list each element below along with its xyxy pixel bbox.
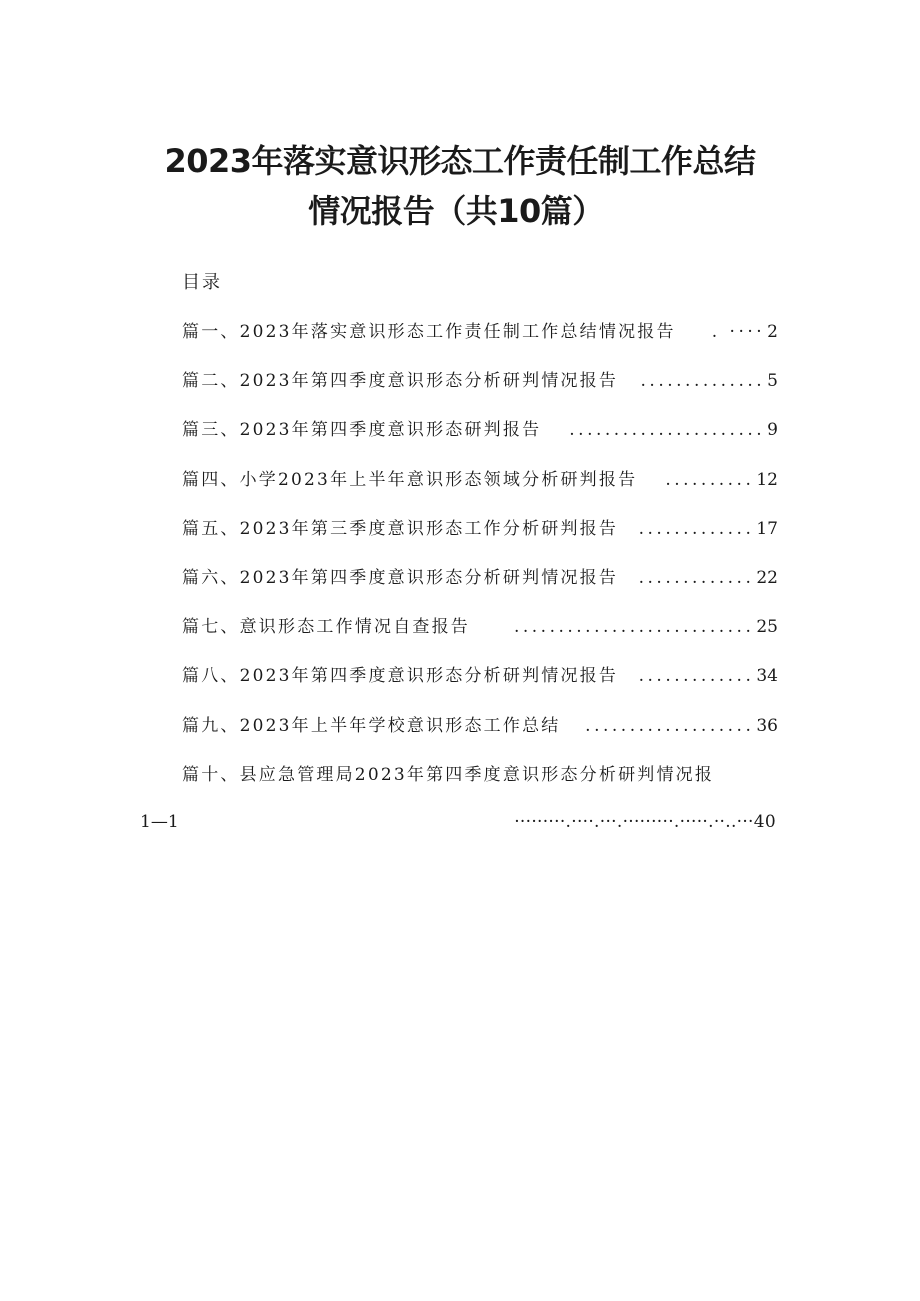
toc-page-number: 9 bbox=[767, 420, 778, 441]
toc-dot-leader: ...................... bbox=[569, 420, 766, 441]
toc-entry-title: 篇二、2023年第四季度意识形态分析研判情况报告 bbox=[182, 371, 619, 392]
toc-page-number: 36 bbox=[756, 715, 778, 736]
toc-continuation-leader: ·········.····.···.·········.·····.··..···40 bbox=[514, 812, 776, 832]
toc-entry-title: 篇十、县应急管理局2023年第四季度意识形态分析研判情况报 bbox=[182, 764, 715, 785]
toc-page-number: 25 bbox=[756, 617, 778, 638]
toc-entry[interactable] bbox=[182, 660, 778, 709]
toc-page-number: 17 bbox=[756, 518, 778, 539]
document-title-line-1: 2023年落实意识形态工作责任制工作总结 bbox=[164, 142, 756, 180]
toc-entry[interactable] bbox=[182, 414, 778, 463]
toc-entry[interactable] bbox=[182, 611, 778, 660]
toc-entry[interactable] bbox=[182, 710, 778, 759]
toc-entry-title: 篇五、2023年第三季度意识形态工作分析研判报告 bbox=[182, 518, 619, 539]
toc-dot-leader: ........................... bbox=[513, 617, 755, 638]
toc-page-number: 5 bbox=[767, 371, 778, 392]
toc-page-number: 2 bbox=[767, 322, 778, 342]
toc-entry[interactable] bbox=[182, 513, 778, 562]
toc-dot-leader: . ···· bbox=[711, 322, 766, 342]
toc-entry[interactable] bbox=[182, 365, 778, 414]
toc-entry-title: 篇三、2023年第四季度意识形态研判报告 bbox=[182, 420, 542, 441]
toc-entry-title: 篇一、2023年落实意识形态工作责任制工作总结情况报告 bbox=[182, 322, 676, 342]
toc-entry-title: 篇八、2023年第四季度意识形态分析研判情况报告 bbox=[182, 666, 619, 687]
toc-entry[interactable] bbox=[182, 316, 778, 365]
toc-dot-leader: ................... bbox=[585, 715, 755, 736]
table-of-contents bbox=[182, 316, 778, 808]
toc-entry-title: 篇九、2023年上半年学校意识形态工作总结 bbox=[182, 715, 561, 736]
toc-page-number: 22 bbox=[756, 567, 778, 588]
toc-dot-leader: .............. bbox=[640, 371, 766, 392]
toc-heading: 目录 bbox=[182, 272, 222, 293]
toc-entry[interactable] bbox=[182, 464, 778, 513]
toc-dot-leader: ............. bbox=[638, 567, 755, 588]
toc-dot-leader: ............. bbox=[638, 666, 755, 687]
toc-dot-leader: ............. bbox=[638, 518, 755, 539]
toc-dot-leader: .......... bbox=[665, 469, 755, 490]
toc-page-number: 34 bbox=[756, 666, 778, 687]
toc-entry-title: 篇四、小学2023年上半年意识形态领域分析研判报告 bbox=[182, 469, 638, 490]
page-marker: 1—1 bbox=[140, 812, 179, 832]
toc-entry-title: 篇七、意识形态工作情况自查报告 bbox=[182, 617, 470, 638]
toc-page-number: 12 bbox=[756, 469, 778, 490]
toc-entry[interactable] bbox=[182, 759, 778, 808]
toc-entry-title: 篇六、2023年第四季度意识形态分析研判情况报告 bbox=[182, 567, 619, 588]
toc-entry[interactable] bbox=[182, 562, 778, 611]
document-title-line-2: 情况报告（共10篇） bbox=[308, 192, 604, 230]
